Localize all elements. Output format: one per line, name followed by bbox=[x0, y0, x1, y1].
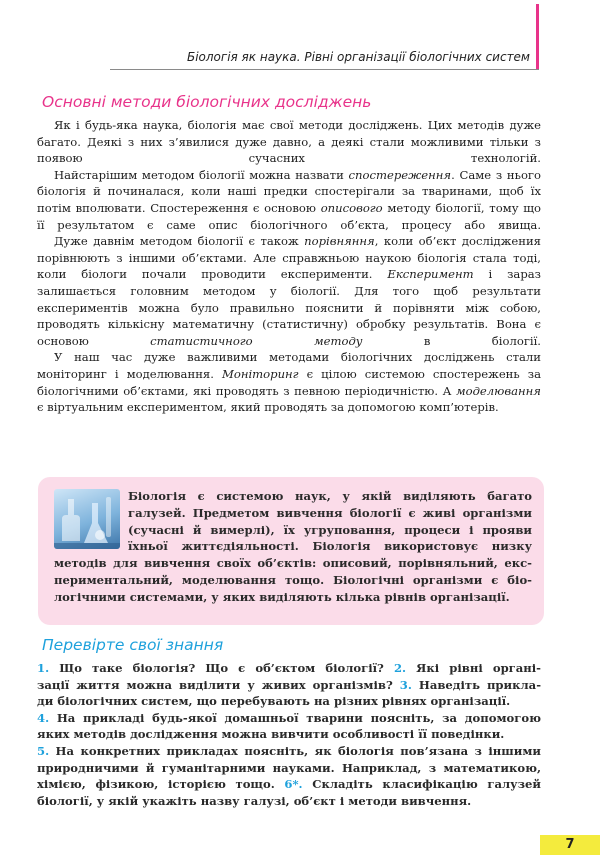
methods-paragraph-2: Найстарішим методом біології можна назвати спостереження. Саме з нього біологія й починалася, коли наші предки спостерігали за тваринами, щоб їх потім вполювати. Спостереження є основою описового методу біології, тому що її результатом є саме опис біологічного об’єкта, процесу або явища. bbox=[37, 167, 542, 232]
methods-paragraph-4: У наш час дуже важливими методами біологічних досліджень стали моніторинг і моделювання. Моніторинг є цілою системою спостережень за біологічними об’єктами, які проводять з певною періодичністю. А моделювання є віртуальним експериментом, який проводять за допомогою комп’ютерів. bbox=[37, 350, 541, 415]
summary-line: периментальний, моделювання тощо. Біологічні організми є біо- bbox=[54, 572, 532, 587]
question-number: 5. bbox=[37, 743, 50, 758]
header-divider bbox=[110, 69, 539, 70]
question-number: 4. bbox=[37, 710, 50, 725]
methods-paragraph-3: Дуже давнім методом біології є також порівняння, коли об’єкт досліджения порівнюють з іншими об’єктами. Але справжньою наукою біологія стала тоді, коли біологи почали проводити експерименти. Експеримент і зараз залишається головним методом у біології. Для того щоб результати експериментів можна було правильно пояснити й порівняти між собою, проводять кількісну математичну (статистичну) обробку результатів. Вона є основою статистичного методу в біології. bbox=[37, 234, 541, 348]
question-line: природничими й гуманітарними науками. Наприклад, з математикою, bbox=[37, 760, 541, 775]
methods-heading: Основні методи біологічних досліджень bbox=[42, 93, 372, 111]
summary-line: (сучасні й вимерлі), їх угруповання, процеси і прояви bbox=[128, 522, 532, 537]
summary-line: Біологія є системою наук, у якій виділяють багато bbox=[128, 489, 532, 503]
question-line: 1. Що таке біологія? Що є об’єктом біології? 2. Які рівні органі- bbox=[37, 661, 541, 675]
summary-line: галузей. Предметом вивчення біології є живі організми bbox=[128, 505, 532, 520]
question-number: 6*. bbox=[284, 777, 303, 792]
question-line: зації життя можна виділити у живих організмів? 3. Наведіть прикла- bbox=[37, 677, 542, 692]
question-line: 4. На прикладі будь-якої домашньої тварини поясніть, за допомогою bbox=[37, 710, 541, 725]
summary-text bbox=[54, 488, 532, 606]
question-line: ди біологічних систем, що перебувають на різних рівнях організації. bbox=[37, 694, 511, 709]
question-number: 3. bbox=[399, 677, 412, 692]
methods-paragraph-1: Як і будь-яка наука, біологія має свої методи досліджень. Цих методів дуже багато. Деякі з них з’явилися дуже давно, а деякі стали можливими тільки з появою сучасних технологій. bbox=[37, 118, 541, 166]
question-line: 5. На конкретних прикладах поясніть, як біологія пов’язана з іншими bbox=[37, 743, 541, 758]
summary-line: методів для вивчення своїх об’єктів: описовий, порівняльний, екс- bbox=[54, 556, 532, 571]
summary-line: логічними системами, у яких виділяють кілька рівнів організації. bbox=[54, 589, 510, 604]
question-number: 1. bbox=[37, 661, 50, 675]
review-heading: Перевірте свої знання bbox=[42, 636, 224, 654]
summary-box bbox=[38, 477, 544, 625]
methods-text bbox=[37, 117, 541, 416]
question-line: яких методів дослідження можна вивчити особливості її поведінки. bbox=[37, 727, 505, 742]
running-header: Біологія як наука. Рівні організації біологічних систем bbox=[186, 50, 530, 64]
question-line: біології, у якій укажіть назву галузі, об’єкт і методи вивчення. bbox=[37, 793, 472, 808]
page-number: 7 bbox=[540, 835, 600, 855]
summary-line: їхньої життєдіяльності. Біологія використовує низку bbox=[128, 539, 532, 554]
review-questions bbox=[37, 660, 541, 809]
header-accent-rule bbox=[536, 4, 539, 70]
question-line: хімією, фізикою, історією тощо. 6*. Складіть класифікацію галузей bbox=[37, 777, 541, 792]
question-number: 2. bbox=[393, 661, 407, 675]
